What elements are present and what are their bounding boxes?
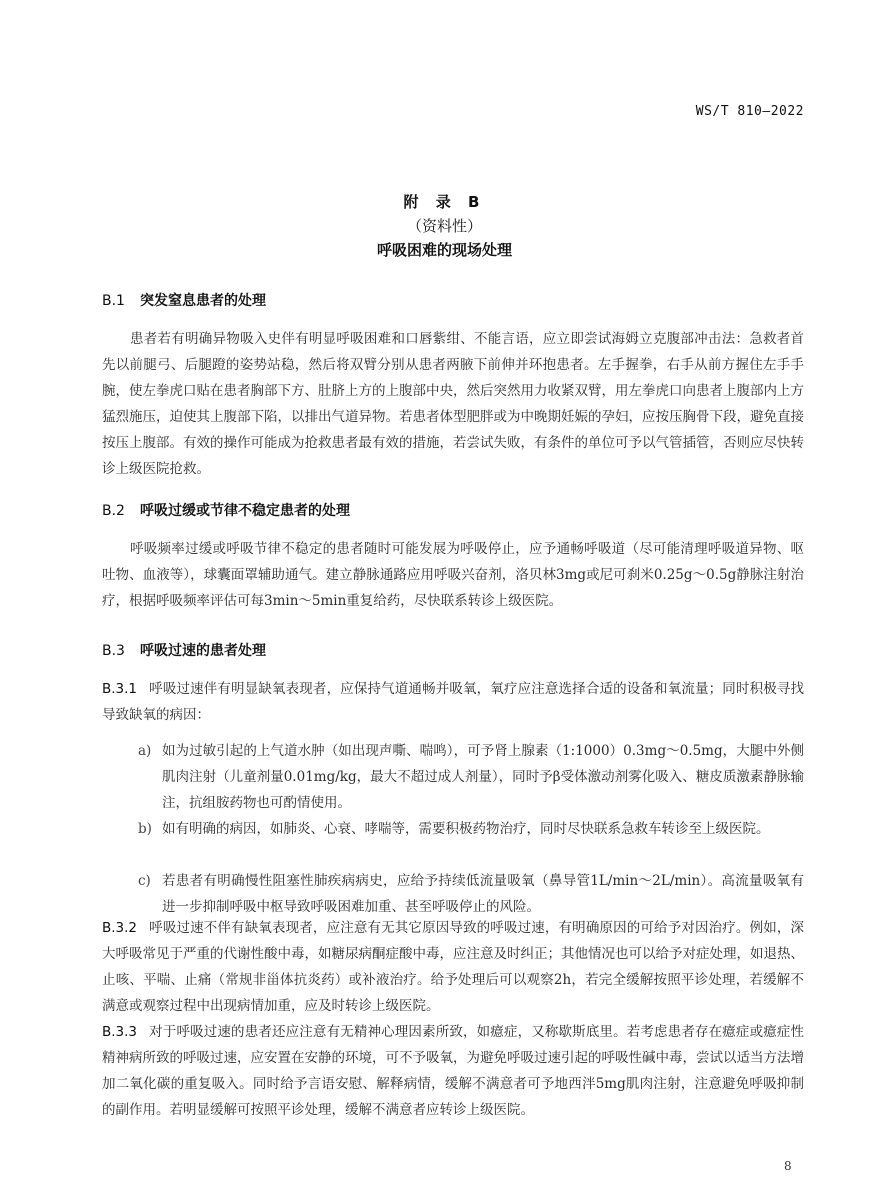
list-item-text: 若患者有明确慢性阻塞性肺疾病病史，应给予持续低流量吸氧（鼻导管1L/min～2L/min）。高流量吸氧有进一步抑制呼吸中枢导致呼吸困难加重、甚至呼吸停止的风险。 — [162, 873, 804, 915]
subsection-body: 呼吸过速不伴有缺氧表现者，应注意有无其它原因导致的呼吸过速，有明确原因的可给予对因治疗。例如，深大呼吸常见于严重的代谢性酸中毒，如糖尿病酮症酸中毒，应注意及时纠正；其他情况也可以给予对症处理，如退热、止咳、平喘、止痛（常规非甾体抗炎药）或补液治疗。给予处理后可以观察2h，若完全缓解按照平诊处理，若缓解不满意或观察过程中出现病情加重，应及时转诊上级医院。 — [102, 920, 804, 1014]
list-item-c — [138, 868, 804, 920]
subsection-number: B.3.2 — [102, 920, 138, 936]
list-item-text: 如为过敏引起的上气道水肿（如出现声嘶、喘鸣），可予肾上腺素（1:1000）0.3mg～0.5mg，大腿中外侧肌肉注射（儿童剂量0.01mg/kg，最大不超过成人剂量），同时予β受体激动剂雾化吸入、糖皮质激素静脉输注，抗组胺药物也可酌情使用。 — [162, 743, 804, 811]
list-marker: a) — [138, 743, 152, 759]
section-title: 呼吸过速的患者处理 — [140, 643, 266, 659]
section-number: B.3 — [102, 643, 125, 659]
section-heading-b2 — [102, 500, 350, 520]
appendix-heading — [0, 190, 889, 262]
subsection-b3-3 — [102, 1019, 804, 1123]
subsection-b3-1 — [102, 676, 804, 728]
list-item-b — [138, 816, 804, 842]
appendix-title: 附 录 B — [403, 193, 486, 211]
subsection-body: 呼吸过速伴有明显缺氧表现者，应保持气道通畅并吸氧，氧疗应注意选择合适的设备和氧流量；同时积极寻找导致缺氧的病因： — [102, 681, 804, 723]
appendix-nature: （资料性） — [406, 217, 482, 235]
section-title: 呼吸过缓或节律不稳定患者的处理 — [140, 503, 350, 519]
page-number: 8 — [784, 1159, 792, 1173]
subsection-body: 对于呼吸过速的患者还应注意有无精神心理因素所致，如癔症，又称歇斯底里。若考虑患者存在癔症或癔症性精神病所致的呼吸过速，应安置在安静的环境，可不予吸氧，为避免呼吸过速引起的呼吸性碱中毒，尝试以适当方法增加二氧化碳的重复吸入。同时给予言语安慰、解释病情，缓解不满意者可予地西泮5mg肌肉注射，注意避免呼吸抑制的副作用。若明显缓解可按照平诊处理，缓解不满意者应转诊上级医院。 — [102, 1024, 804, 1118]
appendix-subtitle: 呼吸困难的现场处理 — [376, 241, 512, 259]
section-number: B.2 — [102, 503, 125, 519]
section-heading-b3 — [102, 640, 266, 660]
section-heading-b1 — [102, 290, 266, 310]
subsection-number: B.3.3 — [102, 1024, 138, 1040]
section-title: 突发窒息患者的处理 — [140, 293, 266, 309]
standard-code: WS/T 810—2022 — [695, 104, 804, 119]
section-number: B.1 — [102, 293, 125, 309]
list-item-text: 如有明确的病因，如肺炎、心衰、哮喘等，需要积极药物治疗，同时尽快联系急救车转诊至上级医院。 — [162, 821, 770, 837]
section-body-b2: 呼吸频率过缓或呼吸节律不稳定的患者随时可能发展为呼吸停止，应予通畅呼吸道（尽可能清理呼吸道异物、呕吐物、血液等），球囊面罩辅助通气。建立静脉通路应用呼吸兴奋剂，洛贝林3mg或尼可刹米0.25g～0.5g静脉注射治疗，根据呼吸频率评估可每3min～5min重复给药，尽快联系转诊上级医院。 — [102, 541, 804, 609]
subsection-number: B.3.1 — [102, 681, 138, 697]
list-item-a — [138, 738, 804, 816]
subsection-b3-2 — [102, 915, 804, 1019]
list-marker: b) — [138, 821, 152, 837]
list-marker: c) — [138, 873, 151, 889]
section-body-b1: 患者若有明确异物吸入史伴有明显呼吸困难和口唇紫绀、不能言语，应立即尝试海姆立克腹部冲击法：急救者首先以前腿弓、后腿蹬的姿势站稳，然后将双臂分别从患者两腋下前伸并环抱患者。左手握拳，右手从前方握住左手手腕，使左拳虎口贴在患者胸部下方、肚脐上方的上腹部中央，然后突然用力收紧双臂，用左拳虎口向患者上腹部内上方猛烈施压，迫使其上腹部下陷，以排出气道异物。若患者体型肥胖或为中晚期妊娠的孕妇，应按压胸骨下段，避免直接按压上腹部。有效的操作可能成为抢救患者最有效的措施，若尝试失败，有条件的单位可予以气管插管，否则应尽快转诊上级医院抢救。 — [102, 331, 804, 477]
